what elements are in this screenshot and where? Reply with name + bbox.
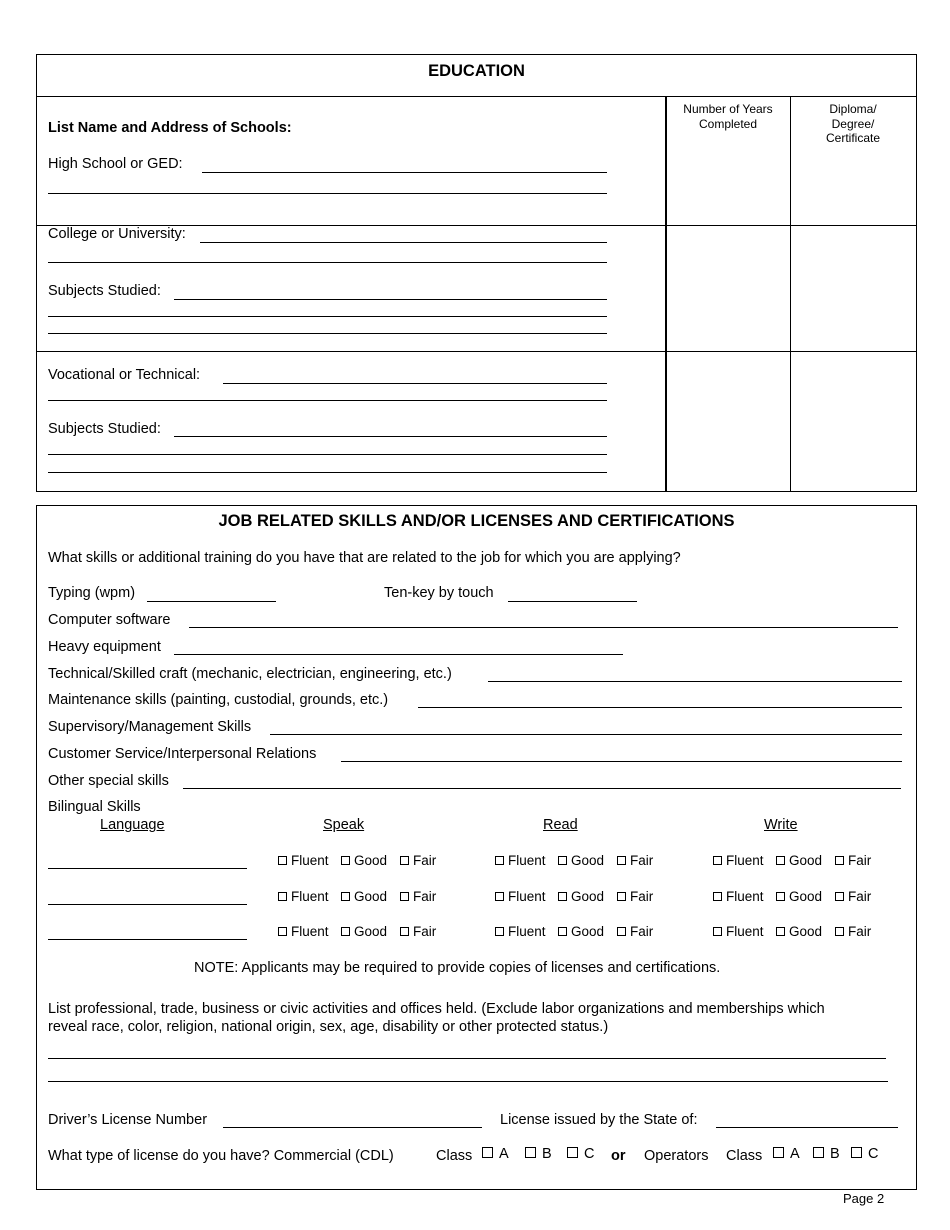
- write-fluent-option[interactable]: Fluent: [713, 889, 764, 904]
- divider: [665, 96, 667, 492]
- checkbox-icon[interactable]: [495, 927, 504, 936]
- write-header: Write: [764, 817, 798, 833]
- college-field[interactable]: [200, 242, 607, 243]
- checkbox-icon[interactable]: [341, 927, 350, 936]
- speak-header: Speak: [323, 817, 365, 833]
- speak-fluent-option[interactable]: Fluent: [278, 924, 329, 939]
- cdl-class-label: Class: [436, 1148, 473, 1164]
- checkbox-icon[interactable]: [851, 1147, 862, 1158]
- speak-fair-option[interactable]: Fair: [400, 924, 436, 939]
- maintenance-field[interactable]: [418, 707, 902, 708]
- college-subjects-field-line3[interactable]: [48, 333, 607, 334]
- technical-field[interactable]: [488, 681, 902, 682]
- license-state-label: License issued by the State of:: [500, 1112, 698, 1128]
- speak-good-option[interactable]: Good: [341, 853, 387, 868]
- checkbox-icon[interactable]: [567, 1147, 578, 1158]
- college-subjects-field[interactable]: [174, 299, 607, 300]
- speak-fluent-option[interactable]: Fluent: [278, 853, 329, 868]
- license-state-field[interactable]: [716, 1127, 898, 1128]
- technical-label: Technical/Skilled craft (mechanic, electrician, engineering, etc.): [48, 666, 452, 682]
- tenkey-label: Ten-key by touch: [384, 585, 494, 601]
- read-good-option[interactable]: Good: [558, 889, 604, 904]
- divider: [36, 351, 917, 352]
- skills-section: [36, 505, 917, 1190]
- vocational-field[interactable]: [223, 383, 607, 384]
- read-fair-option[interactable]: Fair: [617, 924, 653, 939]
- checkbox-icon[interactable]: [400, 856, 409, 865]
- write-fluent-option[interactable]: Fluent: [713, 924, 764, 939]
- high-school-label: High School or GED:: [48, 156, 183, 172]
- activities-field[interactable]: [48, 1058, 886, 1059]
- checkbox-icon[interactable]: [813, 1147, 824, 1158]
- checkbox-icon[interactable]: [776, 892, 785, 901]
- high-school-field[interactable]: [202, 172, 607, 173]
- supervisory-field[interactable]: [270, 734, 902, 735]
- speak-fluent-option[interactable]: Fluent: [278, 889, 329, 904]
- language-header: Language: [100, 817, 165, 833]
- drivers-license-label: Driver’s License Number: [48, 1112, 208, 1128]
- operators-class-label: Class: [726, 1148, 763, 1164]
- customer-service-label: Customer Service/Interpersonal Relations: [48, 746, 317, 762]
- activities-label-line1: List professional, trade, business or civic activities and offices held. (Exclude labor organizations and memberships which: [48, 1001, 825, 1017]
- read-fair-option[interactable]: Fair: [617, 889, 653, 904]
- write-fair-option[interactable]: Fair: [835, 924, 871, 939]
- software-label: Computer software: [48, 612, 171, 628]
- divider: [36, 96, 917, 97]
- checkbox-icon[interactable]: [558, 856, 567, 865]
- education-title: EDUCATION: [428, 62, 525, 80]
- tenkey-field[interactable]: [508, 601, 637, 602]
- college-subjects-field-line2[interactable]: [48, 316, 607, 317]
- or-label: or: [611, 1148, 626, 1164]
- checkbox-icon[interactable]: [558, 927, 567, 936]
- write-good-option[interactable]: Good: [776, 889, 822, 904]
- divider: [790, 96, 791, 492]
- cdl-class-b-option[interactable]: B: [525, 1146, 552, 1162]
- checkbox-icon[interactable]: [617, 892, 626, 901]
- checkbox-icon[interactable]: [400, 892, 409, 901]
- checkbox-icon[interactable]: [773, 1147, 784, 1158]
- activities-field-line2[interactable]: [48, 1081, 888, 1082]
- bilingual-label: Bilingual Skills: [48, 799, 141, 815]
- write-fair-option[interactable]: Fair: [835, 889, 871, 904]
- write-fair-option[interactable]: Fair: [835, 853, 871, 868]
- language-field[interactable]: [48, 868, 247, 869]
- checkbox-icon[interactable]: [617, 856, 626, 865]
- skills-question: What skills or additional training do you have that are related to the job for which you are applying?: [48, 550, 681, 566]
- checkbox-icon[interactable]: [713, 892, 722, 901]
- drivers-license-field[interactable]: [223, 1127, 482, 1128]
- speak-fair-option[interactable]: Fair: [400, 889, 436, 904]
- software-field[interactable]: [189, 627, 898, 628]
- heavy-equipment-label: Heavy equipment: [48, 639, 161, 655]
- checkbox-icon[interactable]: [776, 927, 785, 936]
- checkbox-icon[interactable]: [525, 1147, 536, 1158]
- read-header: Read: [543, 817, 578, 833]
- checkbox-icon[interactable]: [400, 927, 409, 936]
- speak-good-option[interactable]: Good: [341, 889, 387, 904]
- checkbox-icon[interactable]: [558, 892, 567, 901]
- vocational-subjects-label: Subjects Studied:: [48, 421, 161, 437]
- operators-class-c-option[interactable]: C: [851, 1146, 878, 1162]
- operators-label: Operators: [644, 1148, 709, 1164]
- college-label: College or University:: [48, 226, 186, 242]
- customer-service-field[interactable]: [341, 761, 902, 762]
- language-field[interactable]: [48, 904, 247, 905]
- other-skills-label: Other special skills: [48, 773, 169, 789]
- checkbox-icon[interactable]: [278, 927, 287, 936]
- write-good-option[interactable]: Good: [776, 853, 822, 868]
- read-fluent-option[interactable]: Fluent: [495, 889, 546, 904]
- vocational-subjects-field-line3[interactable]: [48, 472, 607, 473]
- vocational-subjects-field[interactable]: [174, 436, 607, 437]
- diploma-header: Diploma/ Degree/ Certificate: [825, 102, 881, 145]
- vocational-subjects-field-line2[interactable]: [48, 454, 607, 455]
- read-good-option[interactable]: Good: [558, 853, 604, 868]
- checkbox-icon[interactable]: [835, 892, 844, 901]
- licenses-note: NOTE: Applicants may be required to provide copies of licenses and certifications.: [194, 960, 721, 976]
- operators-class-a-option[interactable]: A: [773, 1146, 800, 1162]
- maintenance-label: Maintenance skills (painting, custodial, grounds, etc.): [48, 692, 389, 708]
- checkbox-icon[interactable]: [278, 856, 287, 865]
- language-field[interactable]: [48, 939, 247, 940]
- license-type-label: What type of license do you have? Commercial (CDL): [48, 1148, 394, 1164]
- page-number: Page 2: [843, 1191, 885, 1206]
- college-field-line2[interactable]: [48, 262, 607, 263]
- read-fair-option[interactable]: Fair: [617, 853, 653, 868]
- checkbox-icon[interactable]: [835, 927, 844, 936]
- high-school-field-line2[interactable]: [48, 193, 607, 194]
- read-fluent-option[interactable]: Fluent: [495, 853, 546, 868]
- write-good-option[interactable]: Good: [776, 924, 822, 939]
- checkbox-icon[interactable]: [495, 856, 504, 865]
- speak-good-option[interactable]: Good: [341, 924, 387, 939]
- checkbox-icon[interactable]: [341, 892, 350, 901]
- read-fluent-option[interactable]: Fluent: [495, 924, 546, 939]
- college-subjects-label: Subjects Studied:: [48, 283, 161, 299]
- checkbox-icon[interactable]: [495, 892, 504, 901]
- activities-label-line2: reveal race, color, religion, national origin, sex, age, disability or other protected status.): [48, 1019, 609, 1035]
- schools-list-label: List Name and Address of Schools:: [48, 120, 292, 136]
- checkbox-icon[interactable]: [482, 1147, 493, 1158]
- other-skills-field[interactable]: [183, 788, 901, 789]
- supervisory-label: Supervisory/Management Skills: [48, 719, 252, 735]
- heavy-equipment-field[interactable]: [174, 654, 623, 655]
- checkbox-icon[interactable]: [835, 856, 844, 865]
- typing-field[interactable]: [147, 601, 276, 602]
- cdl-class-c-option[interactable]: C: [567, 1146, 594, 1162]
- typing-label: Typing (wpm): [48, 585, 136, 601]
- checkbox-icon[interactable]: [776, 856, 785, 865]
- vocational-field-line2[interactable]: [48, 400, 607, 401]
- write-fluent-option[interactable]: Fluent: [713, 853, 764, 868]
- checkbox-icon[interactable]: [617, 927, 626, 936]
- checkbox-icon[interactable]: [713, 927, 722, 936]
- checkbox-icon[interactable]: [278, 892, 287, 901]
- checkbox-icon[interactable]: [341, 856, 350, 865]
- years-completed-header: Number of Years Completed: [683, 102, 773, 131]
- vocational-label: Vocational or Technical:: [48, 367, 201, 383]
- speak-fair-option[interactable]: Fair: [400, 853, 436, 868]
- cdl-class-a-option[interactable]: A: [482, 1146, 509, 1162]
- skills-title: JOB RELATED SKILLS AND/OR LICENSES AND CERTIFICATIONS: [218, 512, 735, 530]
- operators-class-b-option[interactable]: B: [813, 1146, 840, 1162]
- read-good-option[interactable]: Good: [558, 924, 604, 939]
- checkbox-icon[interactable]: [713, 856, 722, 865]
